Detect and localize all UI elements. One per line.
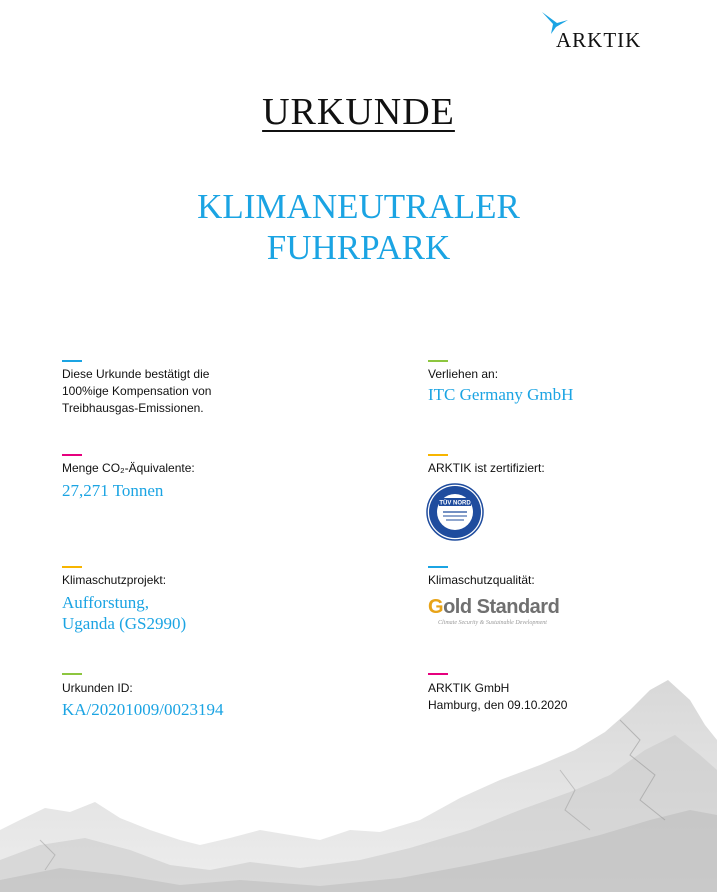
accent-dash bbox=[428, 566, 448, 568]
certified-label: ARKTIK ist zertifiziert: bbox=[428, 461, 545, 475]
project-label: Klimaschutzprojekt: bbox=[62, 573, 167, 587]
accent-dash bbox=[62, 454, 82, 456]
statement-text bbox=[62, 366, 211, 417]
gold-standard-initial: G bbox=[428, 596, 444, 618]
accent-dash bbox=[62, 566, 82, 568]
svg-text:TÜV NORD: TÜV NORD bbox=[439, 500, 471, 507]
co2-value: 27,271 Tonnen bbox=[62, 481, 164, 500]
tuv-seal-icon bbox=[426, 483, 484, 546]
certificate-title bbox=[0, 90, 717, 134]
project-value-line: Uganda (GS2990) bbox=[62, 614, 187, 633]
arktik-logo bbox=[540, 10, 660, 50]
awarded-value: ITC Germany GmbH bbox=[428, 385, 574, 404]
issuer-name: ARKTIK GmbH bbox=[428, 681, 510, 695]
id-label: Urkunden ID: bbox=[62, 681, 133, 695]
awarded-label: Verliehen an: bbox=[428, 367, 499, 381]
gold-standard-logo bbox=[428, 596, 559, 626]
statement-line: Diese Urkunde bestätigt die bbox=[62, 367, 210, 381]
accent-dash bbox=[428, 454, 448, 456]
quality-label: Klimaschutzqualität: bbox=[428, 573, 535, 587]
statement-line: 100%ige Kompensation von bbox=[62, 384, 212, 398]
logo-text: ARKTIK bbox=[556, 28, 642, 52]
co2-label: Menge CO₂-Äquivalente: bbox=[62, 461, 195, 475]
project-value bbox=[62, 592, 186, 634]
gold-standard-tagline: Climate Security & Sustainable Development bbox=[438, 620, 547, 626]
id-value: KA/20201009/0023194 bbox=[62, 700, 224, 719]
certificate-subtitle bbox=[0, 186, 717, 268]
subtitle-line-2: FUHRPARK bbox=[266, 228, 451, 267]
gold-standard-text: Gold Standard bbox=[428, 596, 560, 618]
statement-line: Treibhausgas-Emissionen. bbox=[62, 401, 204, 415]
accent-dash bbox=[62, 673, 82, 675]
certificate-title-text: URKUNDE bbox=[262, 91, 455, 133]
issue-place-date: Hamburg, den 09.10.2020 bbox=[428, 698, 568, 712]
snowy-mountains-illustration bbox=[0, 680, 717, 892]
subtitle-line-1: KLIMANEUTRALER bbox=[197, 187, 520, 226]
accent-dash bbox=[62, 360, 82, 362]
accent-dash bbox=[428, 360, 448, 362]
project-value-line: Aufforstung, bbox=[62, 593, 150, 612]
accent-dash bbox=[428, 673, 448, 675]
